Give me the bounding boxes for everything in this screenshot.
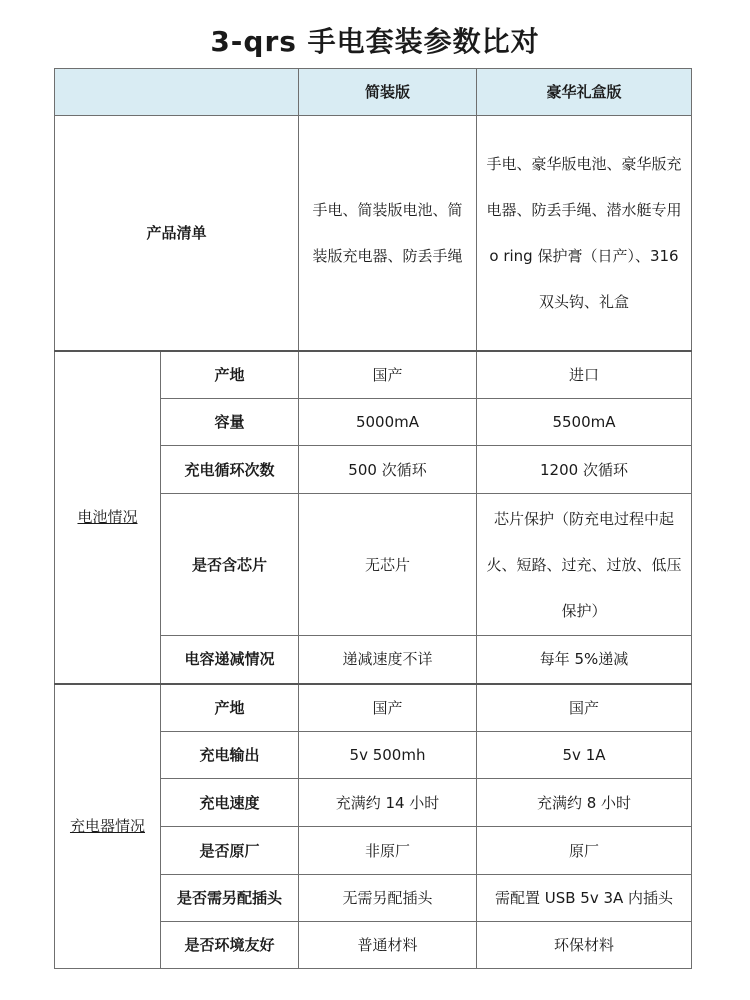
- row-label: 是否环境友好: [161, 922, 299, 969]
- row-label: 充电输出: [161, 732, 299, 779]
- cell-deluxe: 需配置 USB 5v 3A 内插头: [477, 875, 692, 922]
- product-list-row: [55, 116, 692, 351]
- cell-deluxe: 原厂: [477, 827, 692, 875]
- cell-simple: 5v 500mh: [299, 732, 477, 779]
- row-label: 充电速度: [161, 779, 299, 827]
- table-row: [55, 351, 692, 399]
- cell-simple: 无需另配插头: [299, 875, 477, 922]
- row-label: 容量: [161, 399, 299, 446]
- cell-simple: 5000mA: [299, 399, 477, 446]
- row-label: 产地: [161, 351, 299, 399]
- row-label: 是否含芯片: [161, 494, 299, 636]
- cell-deluxe: 5500mA: [477, 399, 692, 446]
- header-deluxe-version: 豪华礼盒版: [477, 69, 692, 116]
- cell-simple: 非原厂: [299, 827, 477, 875]
- charger-group-label: 充电器情况: [55, 684, 161, 969]
- cell-deluxe: 芯片保护（防充电过程中起火、短路、过充、过放、低压保护）: [477, 494, 692, 636]
- cell-deluxe: 国产: [477, 684, 692, 732]
- cell-deluxe: 5v 1A: [477, 732, 692, 779]
- product-list-label: 产品清单: [55, 116, 299, 351]
- cell-simple: 递减速度不详: [299, 636, 477, 684]
- row-label: 产地: [161, 684, 299, 732]
- cell-simple: 充满约 14 小时: [299, 779, 477, 827]
- page-title: 3-qrs 手电套装参数比对: [210, 25, 540, 58]
- cell-deluxe: 进口: [477, 351, 692, 399]
- cell-deluxe: 1200 次循环: [477, 446, 692, 494]
- header-empty-cell: [55, 69, 299, 116]
- header-simple-version: 简装版: [299, 69, 477, 116]
- cell-deluxe: 充满约 8 小时: [477, 779, 692, 827]
- table-header-row: [55, 69, 692, 116]
- row-label: 是否需另配插头: [161, 875, 299, 922]
- cell-deluxe: 每年 5%递减: [477, 636, 692, 684]
- product-list-simple: 手电、简装版电池、简装版充电器、防丢手绳: [299, 116, 477, 351]
- comparison-table: [54, 68, 692, 969]
- cell-simple: 普通材料: [299, 922, 477, 969]
- table-row: [55, 684, 692, 732]
- cell-simple: 国产: [299, 351, 477, 399]
- cell-simple: 500 次循环: [299, 446, 477, 494]
- row-label: 电容递减情况: [161, 636, 299, 684]
- product-list-deluxe: 手电、豪华版电池、豪华版充电器、防丢手绳、潜水艇专用 o ring 保护膏（日产）、316 双头钩、礼盒: [477, 116, 692, 351]
- cell-simple: 国产: [299, 684, 477, 732]
- cell-deluxe: 环保材料: [477, 922, 692, 969]
- cell-simple: 无芯片: [299, 494, 477, 636]
- row-label: 充电循环次数: [161, 446, 299, 494]
- battery-group-label: 电池情况: [55, 351, 161, 684]
- row-label: 是否原厂: [161, 827, 299, 875]
